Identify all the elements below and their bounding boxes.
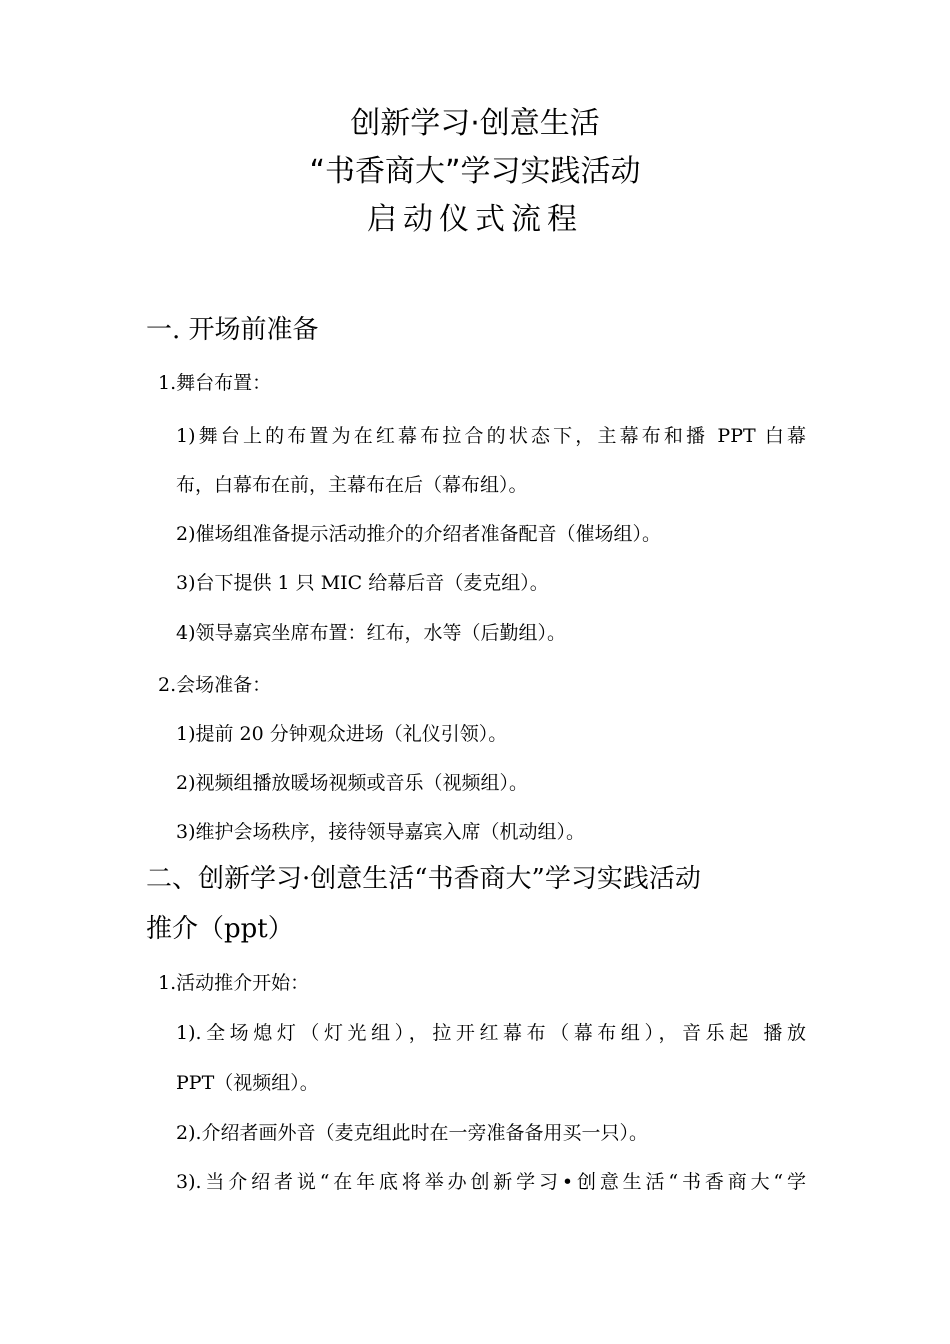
document-title [0,100,950,244]
section1-sub1-item4: 4)领导嘉宾坐席布置：红布，水等（后勤组）。 [176,622,567,644]
section2-sub1-item1-line1: 1).全场熄灯（灯光组），拉开红幕布（幕布组），音乐起 播放 [176,1022,806,1044]
section1-sub1-item1-line1: 1)舞台上的布置为在红幕布拉合的状态下，主幕布和播 PPT 白幕 [176,425,806,447]
section1-heading: 一. 开场前准备 [146,315,319,345]
section1-sub2-item2: 2)视频组播放暖场视频或音乐（视频组）。 [176,772,529,794]
section2-sub1-item2: 2).介绍者画外音（麦克组此时在一旁准备备用买一只）。 [176,1122,649,1144]
section1-sub1-item3: 3)台下提供 1 只 MIC 给幕后音（麦克组）。 [176,572,549,594]
section2-sub1-heading: 1.活动推介开始： [158,972,310,994]
section1-sub2-item1: 1)提前 20 分钟观众进场（礼仪引领）。 [176,723,508,745]
title-line-2: “书香商大”学习实践活动 [309,154,641,189]
section1-sub1-item1-line2: 布，白幕布在前，主幕布在后（幕布组）。 [176,474,528,496]
section1-sub1-heading: 1.舞台布置： [158,372,272,394]
section2-sub1-item3: 3).当介绍者说“在年底将举办创新学习•创意生活“书香商大“学 [176,1171,806,1193]
title-line-1: 创新学习·创意生活 [350,106,600,141]
section2-sub1-item1-line2: PPT（视频组）。 [176,1072,319,1094]
section2-heading-line2: 推介（ppt） [146,914,294,944]
title-line-3: 启动仪式流程 [367,202,583,237]
section1-sub2-heading: 2.会场准备： [158,674,272,696]
section1-sub1-item2: 2)催场组准备提示活动推介的介绍者准备配音（催场组）。 [176,523,662,545]
section2-heading-line1: 二、创新学习·创意生活“书香商大”学习实践活动 [146,864,701,894]
section1-sub2-item3: 3)维护会场秩序，接待领导嘉宾入席（机动组）。 [176,821,586,843]
